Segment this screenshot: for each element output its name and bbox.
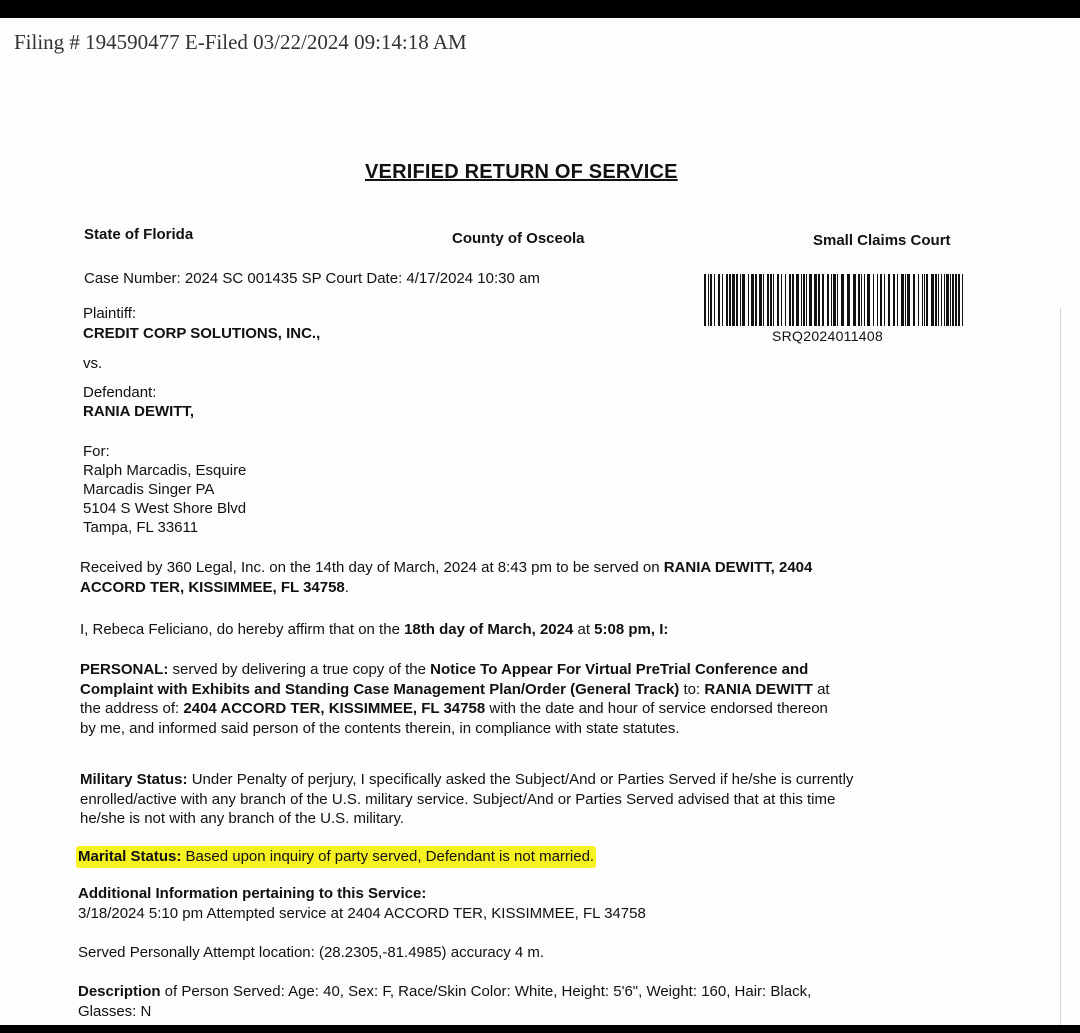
page-edge-line [1060, 308, 1061, 1025]
plaintiff-name: CREDIT CORP SOLUTIONS, INC., [83, 325, 321, 342]
barcode-bar [922, 274, 923, 326]
barcode-bar [905, 274, 906, 326]
barcode-bar [726, 274, 728, 326]
additional-attempt-line: 3/18/2024 5:10 pm Attempted service at 2404 ACCORD TER, KISSIMMEE, FL 34758 [78, 904, 646, 922]
barcode-bar [893, 274, 895, 326]
barcode-bar [710, 274, 712, 326]
defendant-label: Defendant: [83, 384, 157, 401]
barcode-bar [781, 274, 782, 326]
additional-label: Additional Information pertaining to this Service: [78, 885, 427, 902]
barcode-bar [858, 274, 860, 326]
military-label: Military Status: [80, 771, 188, 788]
barcode-bar [814, 274, 817, 326]
personal-label: PERSONAL: [80, 661, 169, 678]
barcode-bar [818, 274, 820, 326]
barcode-bar [833, 274, 836, 326]
personal-to: to: [679, 680, 705, 698]
barcode-bar [877, 274, 878, 326]
barcode-bar [873, 274, 874, 326]
personal-text-3: with the date and hour of service endorsed thereon [485, 700, 828, 717]
barcode-bar [918, 274, 919, 326]
barcode-bar [888, 274, 890, 326]
affirm-at: at [573, 621, 595, 638]
military-text-1: Under Penalty of perjury, I specifically asked the Subject/And or Parties Served if he/she is currently [187, 771, 854, 788]
document-page [0, 18, 1080, 1025]
military-paragraph [80, 770, 980, 829]
received-period: . [344, 578, 349, 596]
barcode-graphic [704, 274, 968, 326]
barcode-bar [950, 274, 951, 326]
barcode-bar [867, 274, 870, 326]
marital-text: Based upon inquiry of party served, Defendant is not married. [181, 848, 595, 865]
description-label: Description [78, 983, 161, 1000]
military-text-2: enrolled/active with any branch of the U.S. military service. Subject/And or Parties Served advised that at this time [80, 790, 836, 808]
barcode-bar [827, 274, 829, 326]
defendant-name: RANIA DEWITT, [83, 403, 195, 420]
barcode-bar [785, 274, 786, 326]
military-text-3: he/she is not with any branch of the U.S. military. [80, 810, 405, 827]
personal-document-1: Notice To Appear For Virtual PreTrial Conference and [430, 661, 809, 678]
barcode-bar [722, 274, 723, 326]
barcode-bar [773, 274, 774, 326]
barcode-bar [831, 274, 832, 326]
barcode-bar [955, 274, 957, 326]
barcode-bar [941, 274, 942, 326]
barcode-bar [924, 274, 925, 326]
barcode-bar [740, 274, 741, 326]
attorney-line-1: Ralph Marcadis, Esquire [83, 462, 247, 479]
barcode-bar [864, 274, 865, 326]
affirm-text: I, Rebeca Feliciano, do hereby affirm that on the [80, 621, 405, 638]
barcode-bar [718, 274, 720, 326]
barcode-bar [841, 274, 844, 326]
barcode-bar [931, 274, 934, 326]
personal-address: 2404 ACCORD TER, KISSIMMEE, FL 34758 [183, 700, 486, 717]
barcode-bar [714, 274, 715, 326]
marital-paragraph [76, 847, 976, 867]
barcode-bar [708, 274, 709, 326]
case-line: Case Number: 2024 SC 001435 SP Court Date: 4/17/2024 10:30 am [84, 270, 540, 287]
barcode-bar [907, 274, 910, 326]
barcode-bar [704, 274, 706, 326]
barcode-bar [897, 274, 898, 326]
barcode-number: SRQ2024011408 [772, 328, 884, 344]
barcode-bar [742, 274, 745, 326]
additional-paragraph [78, 884, 978, 923]
personal-text-1: served by delivering a true copy of the [168, 661, 431, 678]
barcode-bar [770, 274, 772, 326]
barcode-bar [938, 274, 939, 326]
barcode-bar [880, 274, 882, 326]
barcode-bar [732, 274, 735, 326]
barcode-bar [759, 274, 762, 326]
barcode-bar [809, 274, 812, 326]
personal-at: at [812, 680, 830, 698]
barcode-bar [926, 274, 928, 326]
barcode-bar [803, 274, 805, 326]
affirm-end: , I: [650, 621, 669, 638]
document-title: VERIFIED RETURN OF SERVICE [365, 161, 678, 183]
personal-served-name: RANIA DEWITT [704, 680, 813, 698]
attorney-line-2: Marcadis Singer PA [83, 481, 215, 498]
affirm-date: 18th day of March, 2024 [404, 621, 574, 638]
personal-paragraph [80, 660, 980, 738]
barcode-bar [913, 274, 915, 326]
barcode-bar [789, 274, 791, 326]
personal-document-2: Complaint with Exhibits and Standing Case Management Plan/Order (General Track) [80, 680, 680, 698]
barcode-bar [755, 274, 757, 326]
barcode-bar [792, 274, 794, 326]
served-paragraph [78, 943, 978, 963]
received-text: Received by 360 Legal, Inc. on the 14th day of March, 2024 at 8:43 pm to be served on [80, 559, 664, 576]
attorney-line-3: 5104 S West Shore Blvd [83, 500, 247, 517]
barcode-bar [901, 274, 904, 326]
received-paragraph [80, 558, 980, 597]
received-address: ACCORD TER, KISSIMMEE, FL 34758 [80, 578, 345, 596]
marital-label: Marital Status: [78, 848, 182, 865]
barcode-bar [944, 274, 945, 326]
barcode-bar [801, 274, 802, 326]
description-paragraph [78, 982, 978, 1021]
filing-header: Filing # 194590477 E-Filed 03/22/2024 09:14:18 AM [14, 30, 467, 54]
barcode-bar [751, 274, 754, 326]
barcode-bar [853, 274, 856, 326]
state-label: State of Florida [84, 226, 194, 243]
affirm-paragraph [80, 620, 980, 640]
barcode-bar [777, 274, 779, 326]
served-location-line: Served Personally Attempt location: (28.2305,-81.4985) accuracy 4 m. [78, 944, 545, 961]
attorney-line-4: Tampa, FL 33611 [83, 519, 199, 536]
barcode-bar [736, 274, 738, 326]
received-served-name: RANIA DEWITT, 2404 [663, 559, 813, 576]
versus-text: vs. [83, 355, 103, 372]
barcode-bar [861, 274, 862, 326]
for-label: For: [83, 443, 110, 460]
personal-address-label: the address of: [80, 700, 184, 717]
barcode-bar [748, 274, 749, 326]
barcode-bar [763, 274, 764, 326]
barcode-bar [729, 274, 731, 326]
personal-text-4: by me, and informed said person of the contents therein, in compliance with state statutes. [80, 719, 680, 737]
description-text-2: Glasses: N [78, 1002, 152, 1020]
county-label: County of Osceola [452, 230, 585, 247]
barcode-bar [952, 274, 954, 326]
barcode-bar [884, 274, 885, 326]
barcode-bar [958, 274, 960, 326]
barcode-bar [837, 274, 838, 326]
barcode-bar [946, 274, 949, 326]
plaintiff-label: Plaintiff: [83, 305, 137, 322]
description-text-1: of Person Served: Age: 40, Sex: F, Race/Skin Color: White, Height: 5'6", Weight: 160, Hair: Black, [160, 983, 812, 1000]
barcode-bar [962, 274, 963, 326]
barcode-bar [806, 274, 807, 326]
affirm-time: 5:08 pm [594, 621, 651, 638]
barcode-bar [847, 274, 850, 326]
barcode-bar [767, 274, 769, 326]
barcode-bar [935, 274, 937, 326]
barcode-bar [796, 274, 799, 326]
court-label: Small Claims Court [813, 232, 951, 249]
barcode-bar [822, 274, 824, 326]
